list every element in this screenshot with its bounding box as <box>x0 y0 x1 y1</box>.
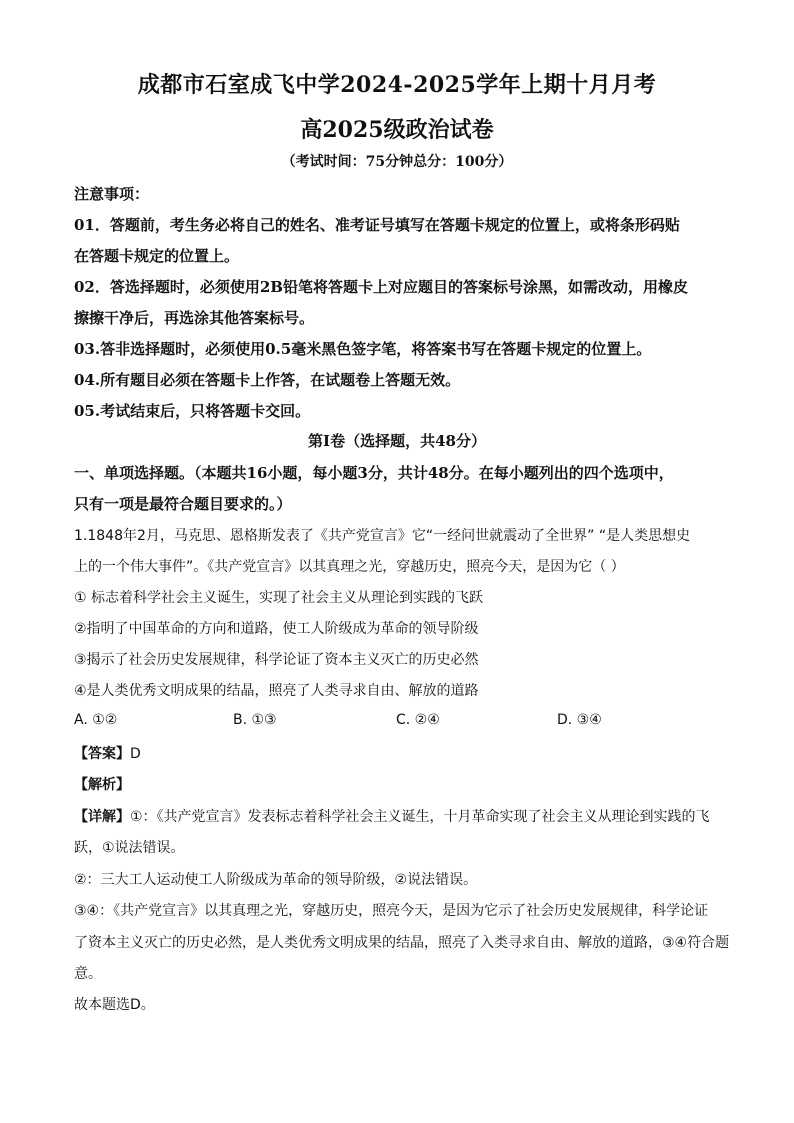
question-item-3: ③揭示了社会历史发展规律，科学论证了资本主义灭亡的历史必然 <box>74 652 479 668</box>
notice-line-6: 04.所有题目必须在答题卡上作答，在试题卷上答题无效。 <box>74 371 461 389</box>
option-c: C. ②④ <box>396 712 440 728</box>
notice-line-5: 03.答非选择题时，必须使用0.5毫米黑色签字笔，将答案书写在答题卡规定的位置上。 <box>74 340 652 358</box>
detail-line-1 <box>74 806 710 826</box>
exam-time-info: （考试时间：75分钟总分：100分） <box>281 154 513 170</box>
answer-line <box>74 743 141 763</box>
detail-line-4: ③④：《共产党宣言》以其真理之光，穿越历史，照亮今天，是因为它示了社会历史发展规律，科学论证 <box>74 903 709 919</box>
question-item-1: ① 标志着科学社会主义诞生，实现了社会主义从理论到实践的飞跃 <box>74 590 483 606</box>
question-stem-2: 上的一个伟大事件”。《共产党宣言》以其真理之光，穿越历史，照亮今天，是因为它（ ） <box>74 559 625 575</box>
notice-line-1: 01．答题前，考生务必将自己的姓名、准考证号填写在答题卡规定的位置上，或将条形码贴 <box>74 216 680 234</box>
detail-text-1: ①：《共产党宣言》发表标志着科学社会主义诞生，十月革命实现了社会主义从理论到实践的飞 <box>130 809 710 825</box>
exam-subject-title: 高2025级政治试卷 <box>300 117 494 143</box>
detail-line-2: 跃，①说法错误。 <box>74 840 185 856</box>
answer-tag: 【答案】 <box>74 746 130 762</box>
detail-line-5: 了资本主义灭亡的历史必然，是人类优秀文明成果的结晶，照亮了入类寻求自由、解放的道路，③④符合题 <box>74 935 730 951</box>
section-instruction-2: 只有一项是最符合题目要求的。） <box>74 495 292 513</box>
option-a: A. ①② <box>74 712 118 728</box>
option-d: D. ③④ <box>557 712 602 728</box>
notice-line-4: 擦擦干净后，再选涂其他答案标号。 <box>74 309 315 327</box>
option-b: B. ①③ <box>233 712 277 728</box>
exam-title: 成都市石室成飞中学2024-2025学年上期十月月考 <box>137 72 657 98</box>
answer-value: D <box>130 746 141 762</box>
section-instruction-1: 一、单项选择题。（本题共16小题，每小题3分，共计48分。在每小题列出的四个选项中， <box>74 464 674 482</box>
detail-line-6: 意。 <box>74 966 102 982</box>
question-stem-1: 1.1848年2月，马克思、恩格斯发表了《共产党宣言》它“一经问世就震动了全世界” “是人类思想史 <box>74 528 691 544</box>
detail-line-3: ②：三大工人运动使工人阶级成为革命的领导阶级，②说法错误。 <box>74 872 478 888</box>
notice-heading: 注意事项： <box>74 185 150 203</box>
analysis-line <box>74 774 130 794</box>
notice-line-7: 05.考试结束后，只将答题卡交回。 <box>74 402 311 420</box>
question-item-2: ②指明了中国革命的方向和道路，使工人阶级成为革命的领导阶级 <box>74 621 479 637</box>
detail-tag: 【详解】 <box>74 809 130 825</box>
notice-line-2: 在答题卡规定的位置上。 <box>74 247 240 265</box>
conclusion-line: 故本题选D。 <box>74 997 155 1013</box>
question-item-4: ④是人类优秀文明成果的结晶，照亮了人类寻求自由、解放的道路 <box>74 683 479 699</box>
section-title: 第Ⅰ卷（选择题，共48分） <box>308 432 486 450</box>
notice-line-3: 02．答选择题时，必须使用2B铅笔将答题卡上对应题目的答案标号涂黑，如需改动，用橡皮 <box>74 278 688 296</box>
analysis-tag: 【解析】 <box>74 777 130 793</box>
